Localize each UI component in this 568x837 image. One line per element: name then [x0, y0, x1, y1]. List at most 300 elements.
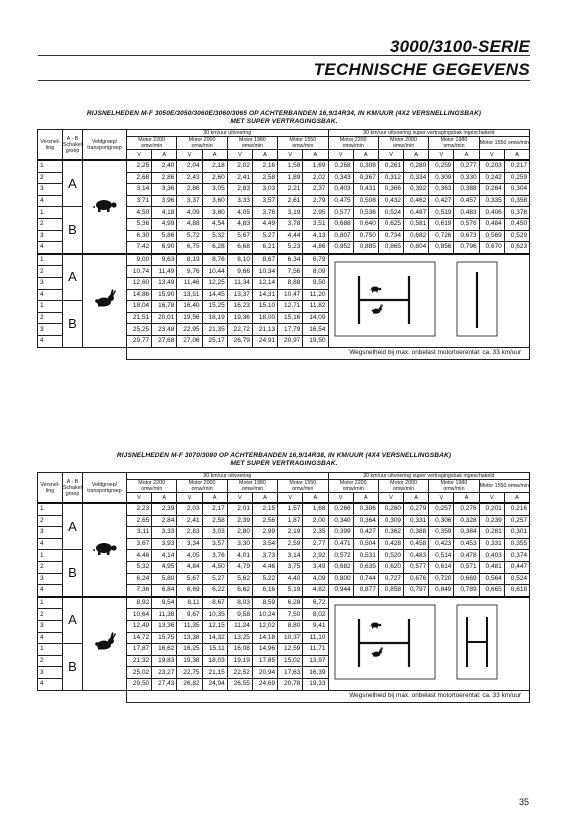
speed-cell: 3,11: [127, 527, 152, 539]
speed-cell: 0,362: [378, 527, 403, 539]
speed-cell: 0,331: [479, 538, 504, 550]
speed-cell: 3,71: [127, 195, 152, 207]
speed-cell: 3,37: [177, 195, 202, 207]
speed-cell: 14,18: [252, 632, 277, 644]
gear-cell: 2: [38, 561, 63, 573]
speed-cell: 23,27: [152, 667, 177, 679]
speed-cell: 6,34: [278, 254, 303, 266]
speed-cell: 13,51: [177, 289, 202, 301]
col-header-motor: Motor 2200 omw/min: [328, 137, 378, 150]
speed-cell: 5,62: [227, 573, 252, 585]
speed-cell: 16,23: [227, 301, 252, 313]
speed-cell: 0,865: [378, 242, 403, 254]
speed-cell: 22,95: [177, 324, 202, 336]
speed-cell: 20,01: [152, 312, 177, 324]
speed-cell: 16,40: [177, 301, 202, 313]
speed-cell: 8,76: [202, 254, 227, 266]
col-header-va: A: [303, 150, 328, 161]
speed-cell: 0,306: [429, 515, 454, 527]
speed-cell: 0,471: [328, 538, 353, 550]
speed-cell: 15,16: [278, 312, 303, 324]
col-header-va: A: [353, 150, 378, 161]
speed-cell: 2,04: [177, 160, 202, 172]
hare-icon: [83, 597, 127, 690]
speed-cell: 27,06: [177, 335, 202, 347]
col-header-va: A: [202, 493, 227, 504]
speed-cell: 8,09: [303, 266, 328, 278]
speed-cell: 3,49: [303, 561, 328, 573]
speed-cell: 2,86: [177, 184, 202, 196]
speed-cell: 0,804: [404, 242, 429, 254]
speed-cell: 8,80: [278, 620, 303, 632]
speed-cell: 0,453: [454, 538, 479, 550]
header-row: [38, 473, 530, 480]
speed-cell: 3,14: [278, 550, 303, 562]
speed-cell: 9,50: [303, 277, 328, 289]
speed-cell: 2,92: [303, 550, 328, 562]
speed-cell: 3,19: [278, 207, 303, 219]
speed-cell: 4,50: [127, 207, 152, 219]
speed-cell: 0,388: [404, 527, 429, 539]
speed-cell: 1,58: [278, 160, 303, 172]
col-header-va: A: [404, 150, 429, 161]
col-header-normal: 30 km/uur uitvoering: [127, 473, 329, 480]
speed-cell: 5,23: [278, 242, 303, 254]
speed-cell: 0,796: [454, 242, 479, 254]
speed-cell: 19,36: [227, 312, 252, 324]
speed-cell: 24,69: [252, 678, 277, 690]
speed-cell: 0,688: [328, 218, 353, 230]
speed-cell: 2,23: [127, 503, 152, 515]
speed-cell: 12,02: [252, 620, 277, 632]
speed-cell: 6,62: [227, 585, 252, 597]
col-header-field-group: Veldgroep/ transportgroep: [83, 473, 127, 504]
gear-cell: 3: [38, 230, 63, 242]
speed-cell: 1,89: [278, 172, 303, 184]
speed-cell: 0,367: [353, 172, 378, 184]
table1-caption: [40, 110, 528, 126]
speed-cell: 1,68: [303, 503, 328, 515]
col-header-va: V: [429, 493, 454, 504]
speed-cell: 3,03: [202, 527, 227, 539]
turtle-icon: [83, 160, 127, 254]
speed-cell: 0,750: [353, 230, 378, 242]
speed-cell: 0,312: [378, 172, 403, 184]
speed-cell: 0,281: [479, 527, 504, 539]
speed-cell: 8,59: [252, 597, 277, 609]
speed-cell: 3,54: [252, 538, 277, 550]
speed-cell: 2,15: [252, 503, 277, 515]
speed-cell: 21,13: [252, 324, 277, 336]
speed-cell: 14,86: [127, 289, 152, 301]
speed-cell: 9,00: [127, 254, 152, 266]
table-row: [38, 503, 530, 515]
speed-cell: 4,95: [152, 561, 177, 573]
speed-cell: 0,514: [429, 550, 454, 562]
speed-cell: 8,02: [303, 609, 328, 621]
speed-cell: 15,10: [252, 301, 277, 313]
speed-cell: 0,524: [378, 207, 403, 219]
speed-cell: 2,60: [202, 172, 227, 184]
speed-cell: 17,87: [127, 644, 152, 656]
gear-cell: 3: [38, 277, 63, 289]
speed-cell: 2,79: [303, 195, 328, 207]
speed-cell: 9,66: [227, 266, 252, 278]
speed-cell: 0,807: [328, 230, 353, 242]
speed-cell: 2,61: [278, 195, 303, 207]
speed-cell: 0,359: [429, 527, 454, 539]
group-label: A: [63, 160, 83, 207]
speed-cell: 0,340: [328, 515, 353, 527]
speed-cell: 2,83: [227, 184, 252, 196]
col-header-motor: Motor 2200 omw/min: [127, 137, 177, 150]
speed-cell: 3,80: [202, 207, 227, 219]
speed-cell: 2,18: [202, 160, 227, 172]
speed-cell: 0,378: [504, 207, 529, 219]
speed-cell: 0,458: [404, 538, 429, 550]
gear-cell: 1: [38, 597, 63, 609]
speed-cell: 0,504: [353, 538, 378, 550]
speed-cell: 3,14: [127, 184, 152, 196]
gear-cell: 1: [38, 301, 63, 313]
speed-cell: 5,72: [177, 230, 202, 242]
col-header-gear: Versnel-ling: [38, 473, 63, 504]
speed-cell: 10,74: [127, 266, 152, 278]
speed-cell: 22,75: [177, 667, 202, 679]
speed-cell: 0,524: [504, 573, 529, 585]
speed-cell: 6,69: [177, 585, 202, 597]
gear-cell: 4: [38, 195, 63, 207]
col-header-va: V: [177, 150, 202, 161]
speed-cell: 0,625: [378, 218, 403, 230]
speed-cell: 18,19: [202, 312, 227, 324]
speed-cell: 0,614: [429, 561, 454, 573]
speed-cell: 0,577: [328, 207, 353, 219]
speed-cell: 0,576: [454, 218, 479, 230]
speed-cell: 6,28: [202, 242, 227, 254]
speed-cell: 22,72: [227, 324, 252, 336]
gear-cell: 1: [38, 160, 63, 172]
speed-cell: 1,69: [303, 160, 328, 172]
turtle-icon: [83, 503, 127, 597]
col-header-gear: Versnel-ling: [38, 130, 63, 161]
gear-cell: 4: [38, 242, 63, 254]
speed-cell: 0,475: [328, 195, 353, 207]
speed-cell: 12,60: [127, 277, 152, 289]
speed-cell: 10,35: [202, 609, 227, 621]
col-header-va: A: [353, 493, 378, 504]
speed-cell: 4,05: [227, 207, 252, 219]
speed-cell: 0,665: [479, 585, 504, 597]
speed-cell: 14,32: [202, 632, 227, 644]
speed-cell: 2,17: [202, 503, 227, 515]
speed-cell: 0,358: [504, 195, 529, 207]
shift-diagram-cell: [328, 254, 530, 347]
speed-cell: 17,85: [252, 655, 277, 667]
speed-cell: 8,19: [177, 254, 202, 266]
speed-cell: 11,34: [227, 277, 252, 289]
speed-cell: 0,789: [454, 585, 479, 597]
speed-cell: 0,797: [404, 585, 429, 597]
speed-cell: 16,78: [152, 301, 177, 313]
gear-cell: 1: [38, 207, 63, 219]
speed-cell: 0,670: [479, 242, 504, 254]
speed-cell: 0,309: [378, 515, 403, 527]
gear-cell: 2: [38, 515, 63, 527]
gear-cell: 4: [38, 678, 63, 690]
series-title: 3000/3100-SERIE: [389, 37, 530, 56]
speed-cell: 0,457: [454, 195, 479, 207]
speed-cell: 11,24: [227, 620, 252, 632]
caption-line: RIJSNELHEDEN M-F 3050E/3050/3060E/3060/3065 OP ACHTERBANDEN 16,9/14R34, IN KM/UUR (4X2 VERSNELLINGSBAK): [86, 110, 482, 117]
speed-cell: 14,09: [303, 312, 328, 324]
speed-cell: 6,75: [177, 242, 202, 254]
speed-cell: 4,84: [177, 561, 202, 573]
footnote-row: [38, 347, 530, 359]
speed-cell: 9,63: [152, 254, 177, 266]
speed-cell: 16,39: [303, 667, 328, 679]
speed-cell: 0,800: [328, 573, 353, 585]
speed-cell: 0,572: [328, 550, 353, 562]
speed-cell: 9,58: [227, 609, 252, 621]
col-header-motor: Motor 2200 omw/min: [328, 480, 378, 493]
speed-cell: 10,34: [252, 266, 277, 278]
speed-cell: 0,520: [378, 550, 403, 562]
speed-cell: 2,19: [278, 527, 303, 539]
speed-cell: 0,676: [404, 573, 429, 585]
speed-cell: 14,96: [252, 644, 277, 656]
speed-cell: 3,73: [252, 550, 277, 562]
speed-cell: 0,399: [328, 527, 353, 539]
gear-cell: 1: [38, 503, 63, 515]
speed-cell: 11,82: [303, 301, 328, 313]
speed-cell: 20,78: [278, 678, 303, 690]
speed-cell: 0,257: [429, 503, 454, 515]
speed-cell: 3,76: [202, 550, 227, 562]
speed-cell: 3,34: [177, 538, 202, 550]
speed-cell: 0,406: [479, 207, 504, 219]
speed-cell: 27,43: [152, 678, 177, 690]
speed-cell: 0,259: [504, 172, 529, 184]
speed-cell: 20,94: [252, 667, 277, 679]
col-header-va: A: [152, 150, 177, 161]
gear-cell: 3: [38, 573, 63, 585]
speed-cell: 6,68: [227, 242, 252, 254]
speed-cell: 22,52: [227, 667, 252, 679]
speed-cell: 4,09: [303, 573, 328, 585]
col-header-va: A: [252, 150, 277, 161]
gear-cell: 3: [38, 184, 63, 196]
speed-cell: 18,04: [127, 301, 152, 313]
speed-cell: 4,54: [202, 218, 227, 230]
speed-cell: 10,64: [127, 609, 152, 621]
speed-cell: 13,49: [152, 277, 177, 289]
speed-cell: 0,355: [504, 538, 529, 550]
col-header-va: V: [479, 493, 504, 504]
speed-cell: 25,02: [127, 667, 152, 679]
caption-line: MET SUPER VERTRAGINGSBAK.: [230, 460, 338, 467]
speed-cell: 21,15: [202, 667, 227, 679]
speed-cell: 6,24: [127, 573, 152, 585]
group-label: B: [63, 301, 83, 347]
hare-icon: [83, 254, 127, 347]
speed-cell: 0,640: [353, 218, 378, 230]
speed-cell: 15,90: [152, 289, 177, 301]
speed-cell: 4,49: [252, 218, 277, 230]
speed-cell: 0,216: [504, 503, 529, 515]
speed-cell: 0,620: [378, 561, 403, 573]
speed-cell: 5,86: [152, 230, 177, 242]
speed-cell: 0,304: [504, 184, 529, 196]
speed-cell: 2,80: [227, 527, 252, 539]
speed-cell: 14,72: [127, 632, 152, 644]
speed-cell: 12,14: [252, 277, 277, 289]
speed-cell: 19,33: [303, 678, 328, 690]
speed-cell: 26,55: [227, 678, 252, 690]
speed-cell: 5,80: [152, 573, 177, 585]
gear-cell: 4: [38, 585, 63, 597]
speed-cell: 3,60: [202, 195, 227, 207]
speed-cell: 0,569: [479, 230, 504, 242]
speed-cell: 3,96: [152, 195, 177, 207]
col-header-va: A: [454, 150, 479, 161]
table-row: [38, 597, 530, 609]
col-header-motor: Motor 2000 omw/min: [378, 480, 428, 493]
speed-cell: 0,431: [353, 184, 378, 196]
road-speed-note: Wegsnelheid bij max. onbelast motortoerental: ca. 33 km/uur: [127, 690, 530, 702]
col-header-field-group: Veldgroep/ transportgroep: [83, 130, 127, 161]
col-header-va: V: [479, 150, 504, 161]
speed-cell: 0,447: [504, 561, 529, 573]
speed-cell: 4,46: [127, 550, 152, 562]
speed-cell: 26,82: [177, 678, 202, 690]
speed-cell: 14,31: [252, 289, 277, 301]
col-header-va: V: [328, 150, 353, 161]
speed-cell: 8,11: [177, 597, 202, 609]
speed-cell: 19,19: [227, 655, 252, 667]
col-header-va: V: [378, 150, 403, 161]
col-header-group: A - B Schakel-groep: [63, 473, 83, 504]
speed-cell: 0,856: [429, 242, 454, 254]
speed-cell: 19,38: [177, 655, 202, 667]
speed-cell: 0,519: [429, 207, 454, 219]
speed-cell: 2,95: [303, 207, 328, 219]
speed-cell: 0,849: [429, 585, 454, 597]
speed-cell: 0,483: [404, 550, 429, 562]
header-divider: [38, 55, 530, 56]
speed-cell: 2,21: [278, 184, 303, 196]
footnote-row: [38, 690, 530, 702]
speed-cell: 0,531: [353, 550, 378, 562]
col-header-motor: Motor 1550 omw/min: [278, 137, 328, 150]
speed-cell: 0,301: [504, 527, 529, 539]
gear-cell: 1: [38, 644, 63, 656]
speed-cell: 2,83: [177, 527, 202, 539]
speed-cell: 0,280: [404, 160, 429, 172]
speed-cell: 0,682: [328, 561, 353, 573]
speed-cell: 0,374: [504, 550, 529, 562]
speed-cell: 2,58: [202, 515, 227, 527]
col-header-va: A: [404, 493, 429, 504]
col-header-va: A: [504, 150, 529, 161]
group-label: B: [63, 644, 83, 690]
speed-cell: 0,885: [353, 242, 378, 254]
speed-cell: 2,39: [227, 515, 252, 527]
speed-cell: 0,483: [454, 207, 479, 219]
speed-cell: 1,57: [278, 503, 303, 515]
speed-cell: 7,42: [127, 242, 152, 254]
speed-cell: 3,76: [252, 207, 277, 219]
speed-cell: 4,13: [303, 230, 328, 242]
speed-cell: 19,50: [303, 335, 328, 347]
speed-cell: 21,32: [127, 655, 152, 667]
speed-cell: 8,67: [252, 254, 277, 266]
speed-cell: 0,277: [454, 160, 479, 172]
speed-cell: 0,343: [328, 172, 353, 184]
gear-cell: 2: [38, 218, 63, 230]
speed-cell: 17,63: [278, 667, 303, 679]
speed-cell: 11,71: [303, 644, 328, 656]
speed-cell: 0,239: [479, 515, 504, 527]
speed-cell: 21,35: [202, 324, 227, 336]
header-divider: [38, 80, 530, 81]
speed-cell: 2,40: [152, 160, 177, 172]
speed-cell: 2,41: [227, 172, 252, 184]
speed-cell: 0,242: [479, 172, 504, 184]
speed-cell: 15,75: [152, 632, 177, 644]
gear-cell: 2: [38, 655, 63, 667]
speed-cell: 3,57: [202, 538, 227, 550]
col-header-normal: 30 km/uur uitvoering: [127, 130, 329, 137]
speed-cell: 0,450: [504, 218, 529, 230]
speed-cell: 5,32: [127, 561, 152, 573]
speed-cell: 18,00: [252, 312, 277, 324]
group-label: A: [63, 597, 83, 644]
speed-cell: 0,618: [504, 585, 529, 597]
speed-cell: 2,77: [303, 538, 328, 550]
speed-cell: 3,30: [227, 538, 252, 550]
shift-pattern-diagram: [329, 601, 568, 683]
speed-cell: 13,36: [152, 620, 177, 632]
speed-cell: 26,79: [227, 335, 252, 347]
group-label: A: [63, 503, 83, 550]
speed-cell: 0,564: [479, 573, 504, 585]
road-speed-note: Wegsnelheid bij max. onbelast motortoerental: ca. 33 km/uur: [127, 347, 530, 359]
speed-cell: 6,22: [202, 585, 227, 597]
speed-cell: 8,92: [127, 597, 152, 609]
col-header-super: 30 km/uur uitvoering super vertragingsbak ingeschakeld: [328, 130, 530, 137]
col-header-va: V: [127, 150, 152, 161]
col-header-va: A: [152, 493, 177, 504]
speed-cell: 24,94: [202, 678, 227, 690]
speed-cell: 6,84: [152, 585, 177, 597]
speed-cell: 5,27: [252, 230, 277, 242]
gear-cell: 1: [38, 550, 63, 562]
col-header-motor: Motor 1980 omw/min: [429, 480, 479, 493]
gear-cell: 4: [38, 632, 63, 644]
speed-cell: 21,51: [127, 312, 152, 324]
speed-cell: 0,484: [479, 218, 504, 230]
speed-cell: 6,90: [152, 242, 177, 254]
speed-cell: 29,77: [127, 335, 152, 347]
speed-cell: 3,75: [278, 561, 303, 573]
col-header-va: A: [454, 493, 479, 504]
speed-cell: 4,01: [227, 550, 252, 562]
speed-cell: 5,32: [202, 230, 227, 242]
speed-cell: 19,56: [177, 312, 202, 324]
header-row: [38, 130, 530, 137]
speed-cell: 4,88: [177, 218, 202, 230]
